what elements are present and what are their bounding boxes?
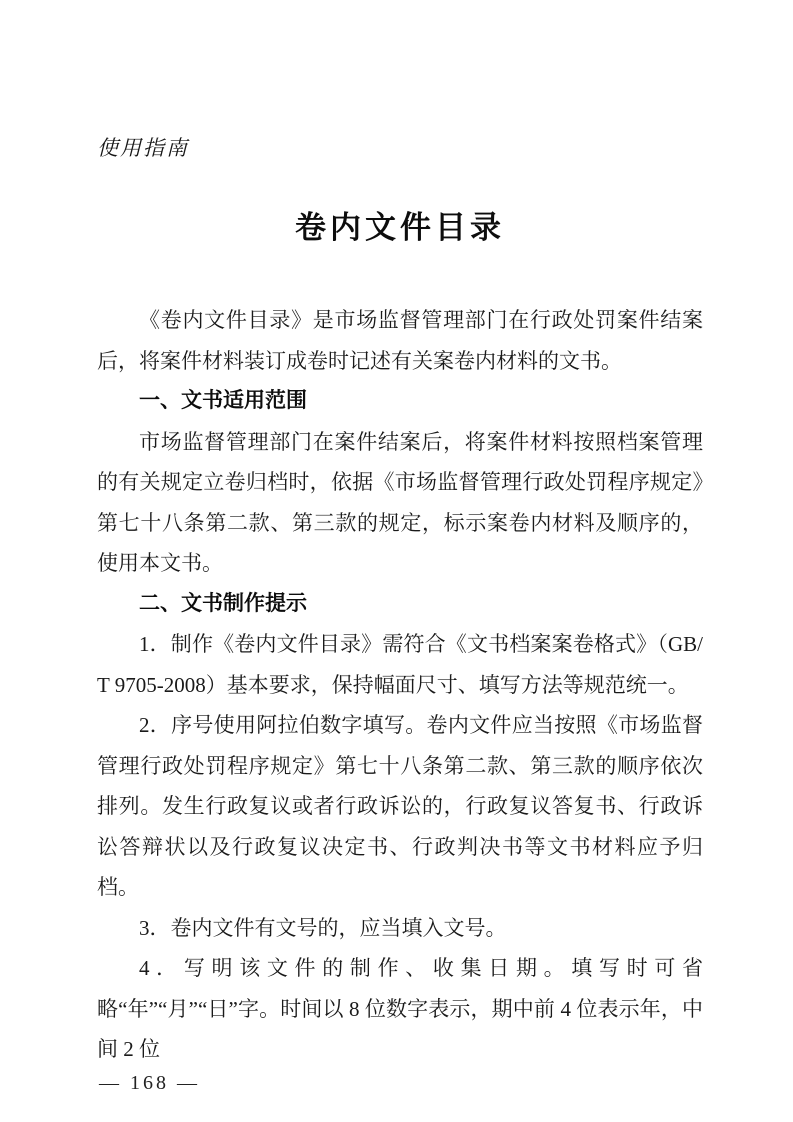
section-label: 使用指南 <box>97 136 189 160</box>
document-title: 卷内文件目录 <box>295 210 505 245</box>
section-2-item-3: 3．卷内文件有文号的，应当填入文号。 <box>139 915 507 940</box>
intro-paragraph: 《卷内文件目录》是市场监督管理部门在行政处罚案件结案后，将案件材料装订成卷时记述有关案卷内材料的文书。 <box>97 308 703 373</box>
section-2-item-1: 1．制作《卷内文件目录》需符合《文书档案案卷格式》（GB/T 9705-2008）基本要求，保持幅面尺寸、填写方法等规范统一。 <box>97 632 703 697</box>
document-content <box>0 135 793 1096</box>
section-2-item-2: 2．序号使用阿拉伯数字填写。卷内文件应当按照《市场监督管理行政处罚程序规定》第七十八条第二款、第三款的顺序依次排列。发生行政复议或者行政诉讼的，行政复议答复书、行政诉讼答辩状以及行政复议决定书、行政判决书等文书材料应予归档。 <box>97 713 703 899</box>
section-2-heading: 二、文书制作提示 <box>139 591 307 615</box>
section-1-heading: 一、文书适用范围 <box>139 389 307 412</box>
section-2-item-4: 4．写明该文件的制作、收集日期。填写时可省略“年”“月”“日”字。时间以 8 位数字表示，期中前 4 位表示年，中间 2 位 <box>97 956 703 1061</box>
section-1-paragraph: 市场监督管理部门在案件结案后，将案件材料按照档案管理的有关规定立卷归档时，依据《市场监督管理行政处罚程序规定》第七十八条第二款、第三款的规定，标示案卷内材料及顺序的，使用本文书。 <box>97 429 703 575</box>
document-body <box>97 300 703 1070</box>
page-number: — 168 — <box>99 1071 200 1094</box>
